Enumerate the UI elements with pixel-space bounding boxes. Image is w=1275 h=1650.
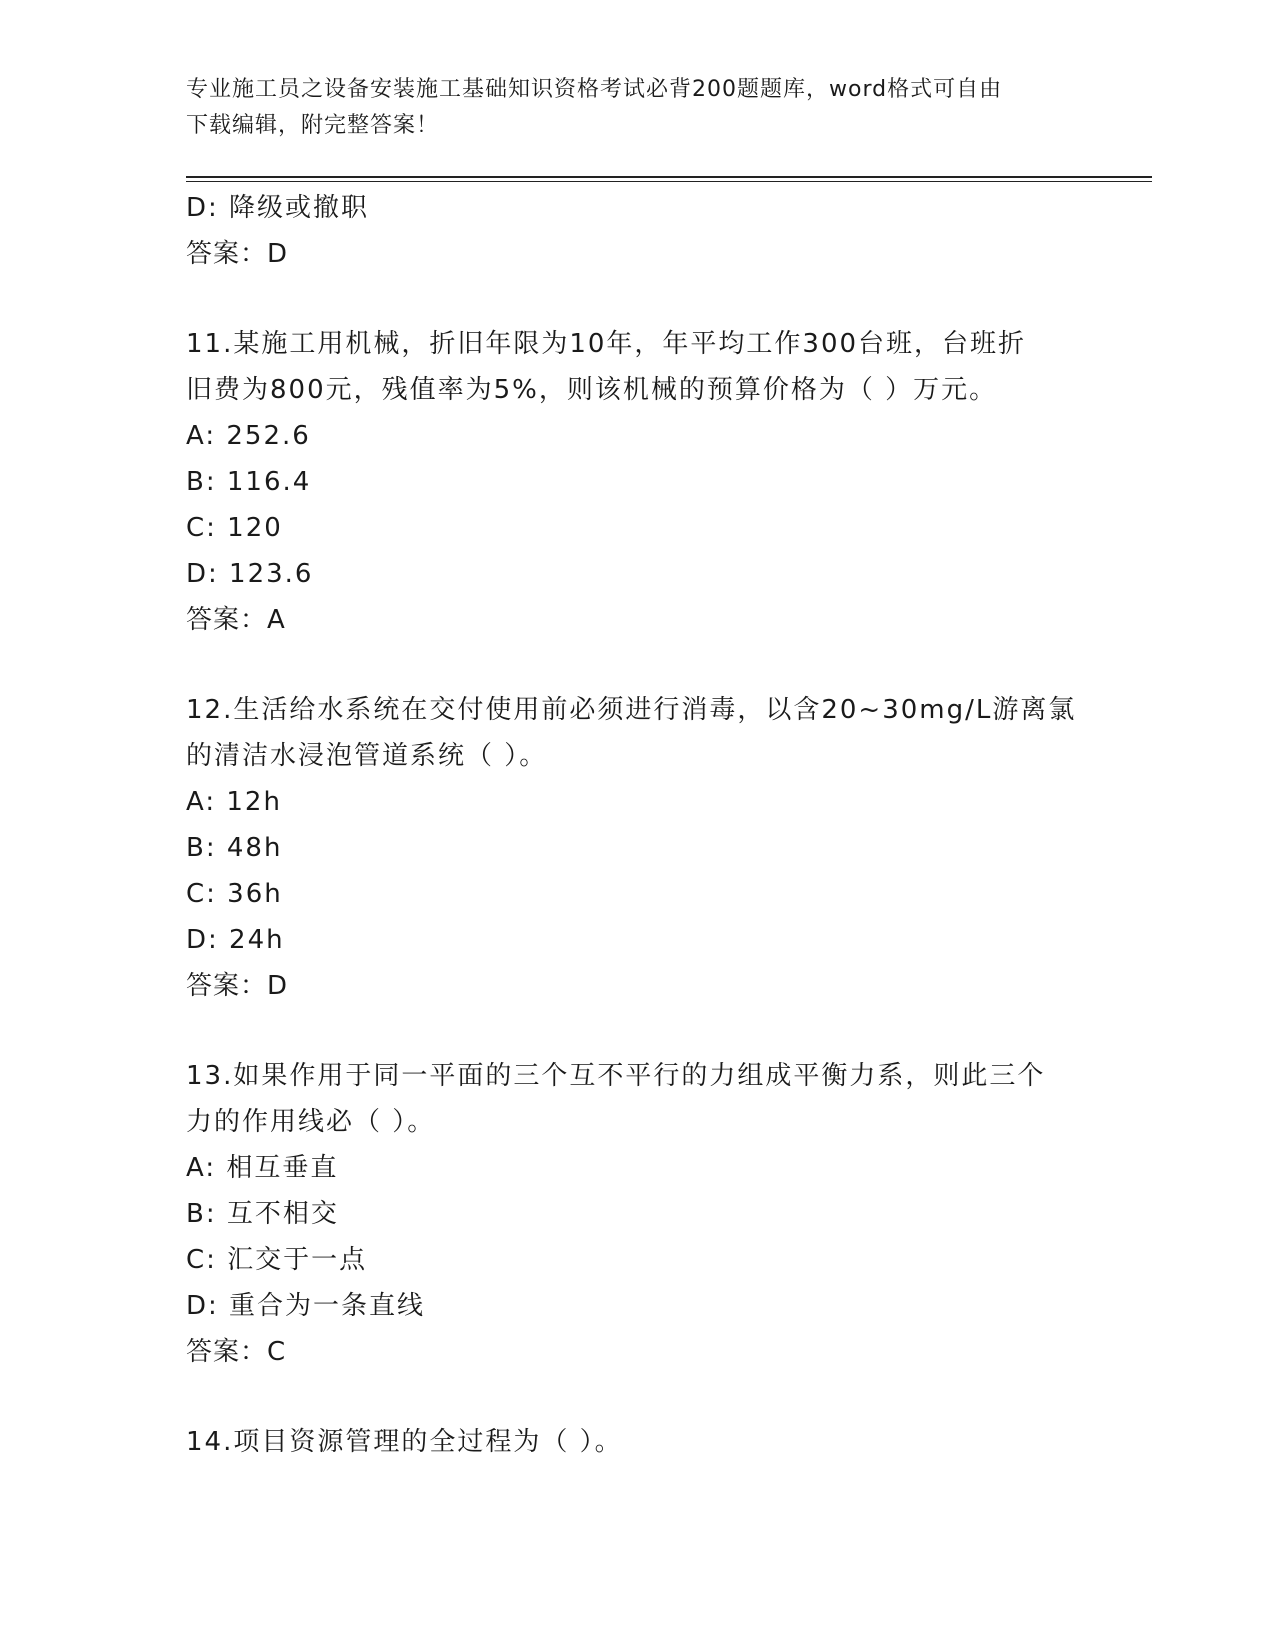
answer-line: 答案：C xyxy=(186,1337,287,1367)
option-a: A: 252.6 xyxy=(186,421,311,451)
option-d: D: 重合为一条直线 xyxy=(186,1291,426,1321)
question-stem: 13.如果作用于同一平面的三个互不平行的力组成平衡力系，则此三个 xyxy=(186,1061,1046,1091)
question-13 xyxy=(186,1053,1086,1375)
answer-line: 答案：D xyxy=(186,971,289,1001)
option-c: C: 120 xyxy=(186,513,283,543)
option-c: C: 36h xyxy=(186,879,283,909)
question-stem: 12.生活给水系统在交付使用前必须进行消毒，以含20~30mg/L游离氯 xyxy=(186,695,1077,725)
question-stem: 力的作用线必（ ）。 xyxy=(186,1107,436,1137)
prev-question-block xyxy=(186,185,1086,277)
header-divider-thin xyxy=(186,181,1152,182)
question-stem: 的清洁水浸泡管道系统（ ）。 xyxy=(186,741,548,771)
question-11 xyxy=(186,321,1086,643)
option-b: B: 48h xyxy=(186,833,283,863)
header-text-line1: 专业施工员之设备安装施工基础知识资格考试必背200题题库，word格式可自由 xyxy=(186,77,1003,102)
option-b: B: 116.4 xyxy=(186,467,312,497)
option-c: C: 汇交于一点 xyxy=(186,1245,368,1275)
option-b: B: 互不相交 xyxy=(186,1199,339,1229)
page-header xyxy=(186,72,1086,144)
option-d: D: 24h xyxy=(186,925,285,955)
option-d: D: 123.6 xyxy=(186,559,314,589)
header-divider xyxy=(186,176,1152,178)
question-12 xyxy=(186,687,1086,1009)
answer-line: 答案：D xyxy=(186,239,289,269)
option-d: D: 降级或撤职 xyxy=(186,193,370,223)
document-body xyxy=(186,185,1086,1465)
question-stem: 旧费为800元，残值率为5%，则该机械的预算价格为（ ）万元。 xyxy=(186,375,998,405)
question-14 xyxy=(186,1419,1086,1465)
answer-line: 答案：A xyxy=(186,605,286,635)
question-stem: 14.项目资源管理的全过程为（ ）。 xyxy=(186,1427,623,1457)
question-stem: 11.某施工用机械，折旧年限为10年，年平均工作300台班，台班折 xyxy=(186,329,1027,359)
option-a: A: 相互垂直 xyxy=(186,1153,339,1183)
header-text-line2: 下载编辑，附完整答案！ xyxy=(186,113,440,138)
option-a: A: 12h xyxy=(186,787,282,817)
